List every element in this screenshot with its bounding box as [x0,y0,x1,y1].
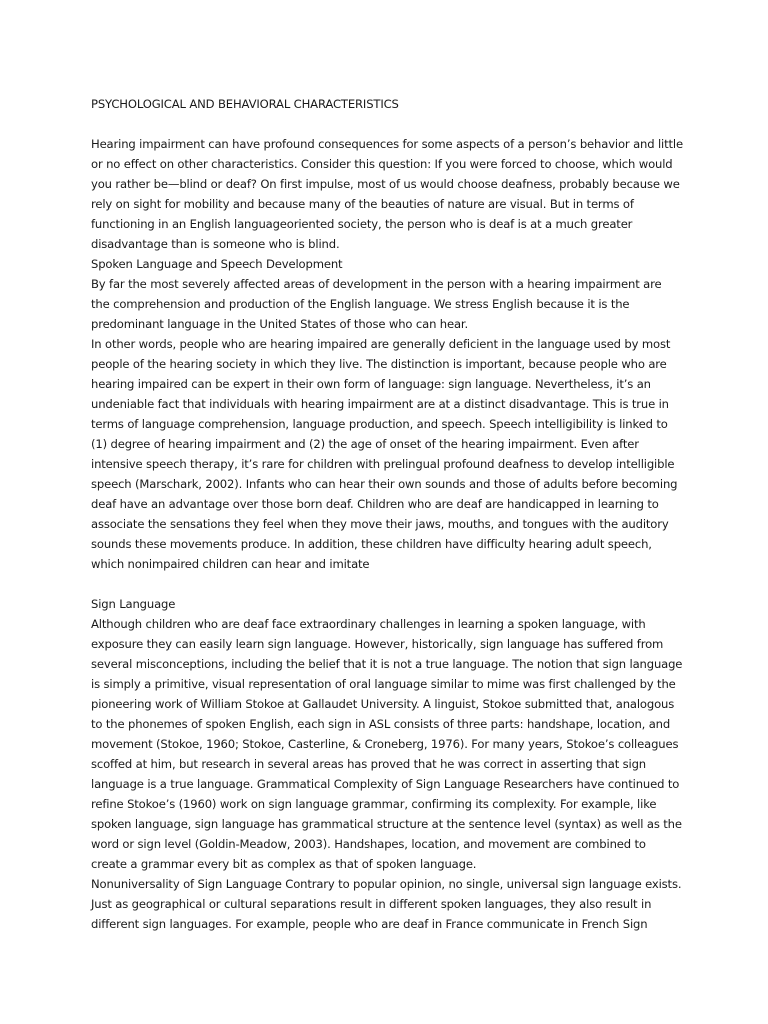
paragraph-gap [91,574,683,594]
spoken-language-paragraph-1: By far the most severely affected areas of development in the person with a hearing impairment are the comprehension and production of the English language. We stress English because it is the predominant language in the United States of those who can hear. [91,277,662,331]
document-heading: PSYCHOLOGICAL AND BEHAVIORAL CHARACTERISTICS [91,97,399,111]
section-title-spoken-language: Spoken Language and Speech Development [91,257,343,271]
intro-paragraph: Hearing impairment can have profound consequences for some aspects of a person’s behavior and little or no effect on other characteristics. Consider this question: If you were forced to choose, which would you rather be—blind or deaf? On first impulse, most of us would choose deafness, probably because we rely on sight for mobility and because many of the beauties of nature are visual. But in terms of functioning in an English languageoriented society, the person who is deaf is at a much greater disadvantage than is someone who is blind. [91,137,683,251]
spoken-language-paragraph-2: In other words, people who are hearing impaired are generally deficient in the language used by most people of the hearing society in which they live. The distinction is important, because people who are hearing impaired can be expert in their own form of language: sign language. Nevertheless, it’s an undeniable fact that individuals with hearing impairment are at a distinct disadvantage. This is true in terms of language comprehension, language production, and speech. Speech intelligibility is linked to (1) degree of hearing impairment and (2) the age of onset of the hearing impairment. Even after intensive speech therapy, it’s rare for children with prelingual profound deafness to develop intelligible speech (Marschark, 2002). Infants who can hear their own sounds and those of adults before becoming deaf have an advantage over those born deaf. Children who are deaf are handicapped in learning to associate the sensations they feel when they move their jaws, mouths, and tongues with the auditory sounds these movements produce. In addition, these children have difficulty hearing adult speech, which nonimpaired children can hear and imitate [91,337,678,571]
section-title-sign-language: Sign Language [91,597,176,611]
sign-language-paragraph-1: Although children who are deaf face extraordinary challenges in learning a spoken language, with exposure they can easily learn sign language. However, historically, sign language has suffered from several misconceptions, including the belief that it is not a true language. The notion that sign language is simply a primitive, visual representation of oral language similar to mime was first challenged by the pioneering work of William Stokoe at Gallaudet University. A linguist, Stokoe submitted that, analogous to the phonemes of spoken English, each sign in ASL consists of three parts: handshape, location, and movement (Stokoe, 1960; Stokoe, Casterline, & Croneberg, 1976). For many years, Stokoe’s colleagues scoffed at him, but research in several areas has proved that he was correct in asserting that sign language is a true language. Grammatical Complexity of Sign Language Researchers have continued to refine Stokoe’s (1960) work on sign language grammar, confirming its complexity. For example, like spoken language, sign language has grammatical structure at the sentence level (syntax) as well as the word or sign level (Goldin-Meadow, 2003). Handshapes, location, and movement are combined to create a grammar every bit as complex as that of spoken language. [91,617,683,871]
document-page [91,94,683,934]
sign-language-paragraph-2: Nonuniversality of Sign Language Contrary to popular opinion, no single, universal sign language exists. Just as geographical or cultural separations result in different spoken languages, they also result in different sign languages. For example, people who are deaf in France communicate in French Sign [91,877,682,931]
